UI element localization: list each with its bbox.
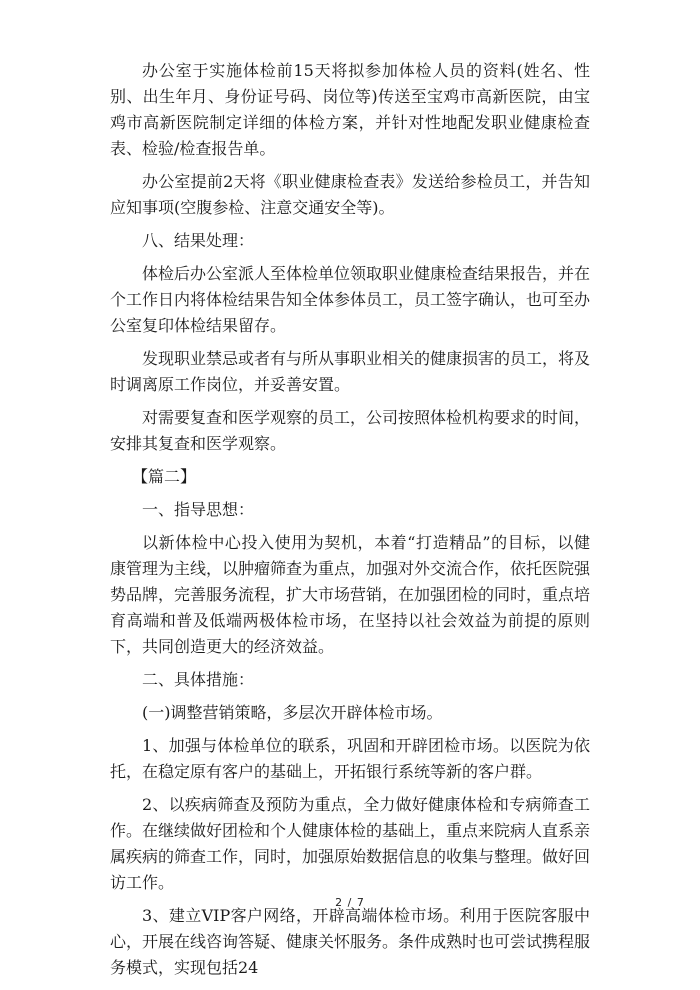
paragraph-measure-1: 1、加强与体检单位的联系，巩固和开辟团检市场。以医院为依托，在稳定原有客户的基础上，开拓银行系统等新的客户群。	[110, 736, 590, 781]
paragraph-job-transfer: 发现职业禁忌或者有与所从事职业相关的健康损害的员工，将及时调离原工作岗位，并妥善安置。	[110, 349, 591, 394]
paragraph-measure-2: 2、以疾病筛查及预防为重点，全力做好健康体检和专病筛查工作。在继续做好团检和个人健康体检的基础上，重点来院病人直系亲属疾病的筛查工作，同时，加强原始数据信息的收集与整理。做好回访工作。	[110, 795, 591, 892]
document-body	[110, 58, 590, 988]
paragraph-recheck: 对需要复查和医学观察的员工，公司按照体检机构要求的时间，安排其复查和医学观察。	[110, 408, 591, 453]
paragraph-notice: 办公室提前2天将《职业健康检查表》发送给参检员工，并告知应知事项(空腹参检、注意交通安全等)。	[110, 172, 590, 217]
heading-specific-measures: 二、具体措施：	[142, 670, 255, 689]
heading-guiding-ideology: 一、指导思想：	[142, 500, 255, 519]
paragraph-result-report: 体检后办公室派人至体检单位领取职业健康检查结果报告，并在个工作日内将体检结果告知全体参体员工，员工签字确认，也可至办公室复印体检结果留存。	[110, 264, 591, 335]
paragraph-preparation: 办公室于实施体检前15天将拟参加体检人员的资料(姓名、性别、出生年月、身份证号码、岗位等)传送至宝鸡市高新医院，由宝鸡市高新医院制定详细的体检方案，并针对性地配发职业健康检查表、检验/检查报告单。	[110, 61, 590, 158]
section-title-part-two: 【篇二】	[132, 467, 197, 486]
paragraph-guiding-ideology: 以新体检中心投入使用为契机，本着“打造精品”的目标，以健康管理为主线，以肿瘤筛查为重点，加强对外交流合作，依托医院强势品牌，完善服务流程，扩大市场营销，在加强团检的同时，重点培育高端和普及低端两极体检市场，在坚持以社会效益为前提的原则下，共同创造更大的经济效益。	[110, 533, 591, 656]
heading-marketing-strategy: (一)调整营销策略，多层次开辟体检市场。	[142, 703, 443, 722]
page-number: 2 / 7	[335, 896, 365, 909]
paragraph-measure-3: 3、建立VIP客户网络，开辟高端体检市场。利用于医院客服中心，开展在线咨询答疑、健康关怀服务。条件成熟时也可尝试携程服务模式，实现包括24	[110, 906, 591, 977]
heading-result-handling: 八、结果处理：	[142, 231, 255, 250]
